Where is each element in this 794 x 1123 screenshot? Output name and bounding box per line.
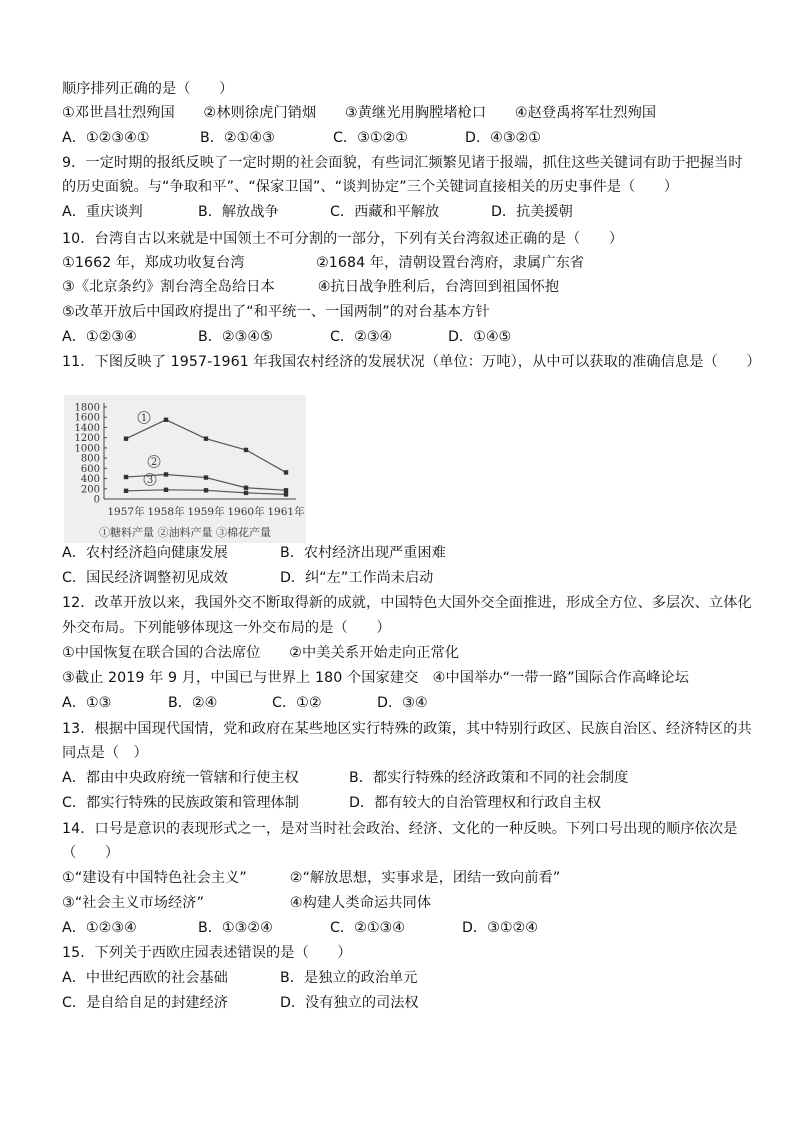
question-text-l20: 13．根据中国现代国情，党和政府在某些地区实行特殊的政策，其中特别行政区、民族自治区、经济特区的共 — [62, 721, 752, 737]
question-text-l12: 11．下图反映了 1957-1961 年我国农村经济的发展状况（单位：万吨），从中可以获取的准确信息是（ ） — [62, 354, 761, 370]
question-text-l17: ①中国恢复在联合国的合法席位 ②中美关系开始走向正常化 — [62, 645, 460, 661]
question-text-l08: ①1662 年，郑成功收复台湾 ②1684 年，清朝设置台湾府，隶属广东省 — [62, 255, 585, 271]
answer-option-q9b[interactable]: B．解放战争 — [198, 204, 279, 220]
x-tick-label: 1961年 — [267, 506, 305, 518]
data-point-s1-3 — [244, 448, 248, 452]
data-point-s1-0 — [124, 436, 128, 440]
answer-option-q9c[interactable]: C．西藏和平解放 — [330, 204, 440, 220]
data-point-s3-0 — [124, 489, 128, 493]
y-tick-label: 1200 — [74, 433, 100, 445]
answer-option-q9d[interactable]: D．抗美援朝 — [491, 204, 573, 220]
y-tick-label: 1000 — [74, 443, 100, 455]
data-point-s1-1 — [164, 418, 168, 422]
question-text-l05: 的历史面貌。与“争取和平”、“保家卫国”、“谈判协定”三个关键词直接相关的历史事件是（ ） — [62, 179, 679, 195]
answer-option-q14b[interactable]: B．①③②④ — [198, 920, 273, 936]
answer-option-q13a[interactable]: A．都由中央政府统一管辖和行使主权 — [62, 770, 299, 786]
answer-option-q15c[interactable]: C．是自给自足的封建经济 — [62, 995, 228, 1011]
answer-option-q8c[interactable]: C．③①②① — [333, 130, 408, 146]
question-text-l02: ①邓世昌壮烈殉国 ②林则徐虎门销烟 ③黄继光用胸膛堵枪口 ④赵登禹将军壮烈殉国 — [62, 105, 657, 121]
question-text-l04: 9．一定时期的报纸反映了一定时期的社会面貌，有些词汇频繁见诸于报端，抓住这些关键词有助于把握当时 — [62, 155, 743, 171]
answer-option-q15a[interactable]: A．中世纪西欧的社会基础 — [62, 970, 228, 986]
data-point-s1-4 — [284, 470, 288, 474]
chart-legend: ①糖料产量 ②油料产量 ③棉花产量 — [99, 526, 271, 539]
question-text-l26: ①“建设有中国特色社会主义” ②“解放思想，实事求是，团结一致向前看” — [62, 870, 561, 886]
answer-option-q12a[interactable]: A．①③ — [62, 695, 112, 711]
answer-option-q11c[interactable]: C．国民经济调整初见成效 — [62, 570, 228, 586]
chart-svg — [64, 395, 306, 543]
question-text-l24: 14．口号是意识的表现形式之一，是对当时社会政治、经济、文化的一种反映。下列口号出现的顺序依次是 — [62, 821, 738, 837]
rural-economy-chart — [64, 395, 306, 543]
data-point-s2-4 — [284, 488, 288, 492]
y-tick-label: 200 — [80, 484, 100, 496]
y-tick-label: 400 — [80, 474, 100, 486]
answer-option-q14c[interactable]: C．②①③④ — [330, 920, 405, 936]
question-text-l21: 同点是（ ） — [62, 745, 148, 761]
data-point-s3-1 — [164, 488, 168, 492]
question-text-l27: ③“社会主义市场经济” ④构建人类命运共同体 — [62, 895, 432, 911]
answer-option-q14a[interactable]: A．①②③④ — [62, 920, 137, 936]
answer-option-q9a[interactable]: A．重庆谈判 — [62, 204, 143, 220]
question-text-l29: 15．下列关于西欧庄园表述错误的是（ ） — [62, 945, 352, 961]
x-tick-label: 1958年 — [147, 506, 185, 518]
answer-option-q8a[interactable]: A．①②③④① — [62, 130, 150, 146]
answer-option-q11b[interactable]: B．农村经济出现严重困难 — [280, 545, 446, 561]
y-tick-label: 1400 — [74, 422, 100, 434]
y-tick-label: 1800 — [74, 402, 100, 414]
data-point-s2-3 — [244, 486, 248, 490]
answer-option-q11d[interactable]: D．纠“左”工作尚未启动 — [280, 570, 434, 586]
question-text-l18: ③截止 2019 年 9 月，中国已与世界上 180 个国家建交 ④中国举办“一带一路”国际合作高峰论坛 — [62, 670, 689, 686]
answer-option-q12c[interactable]: C．①② — [272, 695, 322, 711]
x-tick-label: 1960年 — [227, 506, 265, 518]
question-text-l15: 12．改革开放以来，我国外交不断取得新的成就，中国特色大国外交全面推进，形成全方位、多层次、立体化 — [62, 595, 752, 611]
answer-option-q12b[interactable]: B．②④ — [168, 695, 218, 711]
question-text-l25: （ ） — [62, 845, 120, 861]
data-point-s1-2 — [204, 436, 208, 440]
x-tick-label: 1959年 — [187, 506, 225, 518]
answer-option-q10c[interactable]: C．②③④ — [330, 329, 393, 345]
answer-option-q10d[interactable]: D．①④⑤ — [448, 329, 512, 345]
series-marker-3: 3 — [146, 475, 154, 486]
answer-option-q10b[interactable]: B．②③④⑤ — [198, 329, 273, 345]
data-point-s3-4 — [284, 492, 288, 496]
data-point-s2-2 — [204, 475, 208, 479]
answer-option-q13d[interactable]: D．都有较大的自治管理权和行政自主权 — [349, 795, 602, 811]
x-tick-label: 1957年 — [107, 506, 145, 518]
answer-option-q8b[interactable]: B．②①④③ — [200, 130, 275, 146]
data-point-s3-3 — [244, 491, 248, 495]
data-point-s2-1 — [164, 472, 168, 476]
series-marker-1: 1 — [140, 413, 148, 424]
answer-option-q13b[interactable]: B．都实行特殊的经济政策和不同的社会制度 — [349, 770, 629, 786]
y-tick-label: 1600 — [74, 412, 100, 424]
answer-option-q13c[interactable]: C．都实行特殊的民族政策和管理体制 — [62, 795, 299, 811]
question-text-l07: 10．台湾自古以来就是中国领土不可分割的一部分，下列有关台湾叙述正确的是（ ） — [62, 231, 624, 247]
answer-option-q15d[interactable]: D．没有独立的司法权 — [280, 995, 419, 1011]
data-point-s2-0 — [124, 475, 128, 479]
series-marker-2: 2 — [150, 457, 158, 468]
y-tick-label: 800 — [80, 453, 100, 465]
data-point-s3-2 — [204, 488, 208, 492]
answer-option-q12d[interactable]: D．③④ — [377, 695, 428, 711]
question-text-l01: 顺序排列正确的是（ ） — [62, 81, 234, 97]
y-tick-label: 0 — [93, 494, 100, 506]
answer-option-q15b[interactable]: B．是独立的政治单元 — [280, 970, 418, 986]
answer-option-q14d[interactable]: D．③①②④ — [462, 920, 538, 936]
question-text-l16: 外交布局。下列能够体现这一外交布局的是（ ） — [62, 620, 391, 636]
answer-option-q11a[interactable]: A．农村经济趋向健康发展 — [62, 545, 228, 561]
answer-option-q10a[interactable]: A．①②③④ — [62, 329, 137, 345]
question-text-l09: ③《北京条约》割台湾全岛给日本 ④抗日战争胜利后，台湾回到祖国怀抱 — [62, 279, 560, 295]
answer-option-q8d[interactable]: D．④③②① — [465, 130, 541, 146]
question-text-l10: ⑤改革开放后中国政府提出了“和平统一、一国两制”的对台基本方针 — [62, 304, 490, 320]
y-tick-label: 600 — [80, 463, 100, 475]
